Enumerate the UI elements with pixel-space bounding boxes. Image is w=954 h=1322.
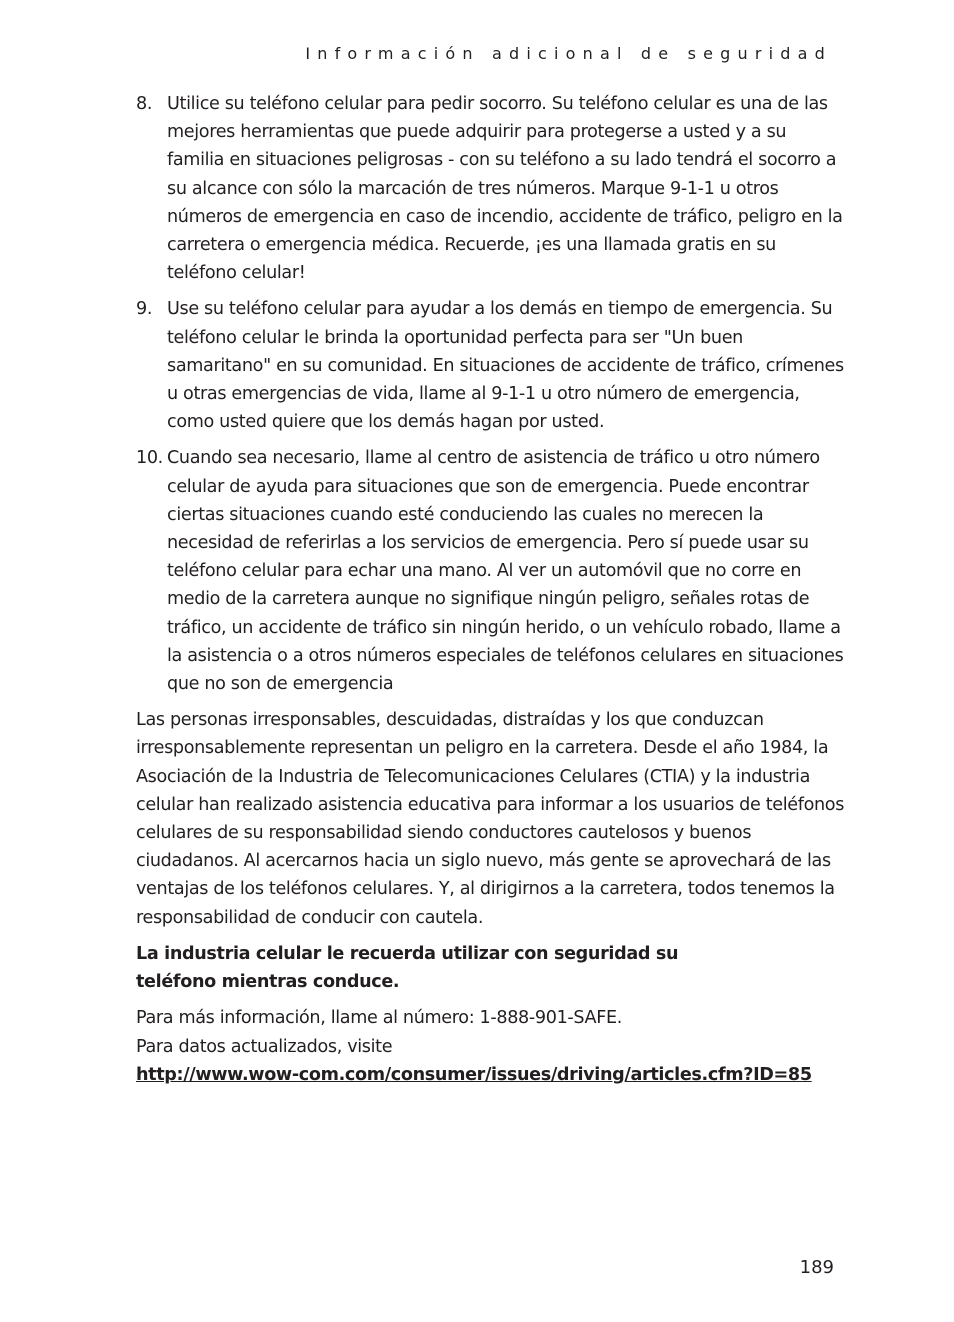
info-visit-line: Para datos actualizados, visite xyxy=(136,1036,393,1057)
ctia-link[interactable]: http://www.wow-com.com/consumer/issues/driving/articles.cfm?ID=85 xyxy=(136,1064,812,1085)
page-number: 189 xyxy=(799,1257,834,1278)
list-item-number: 8. xyxy=(136,94,153,114)
list-item-text: Use su teléfono celular para ayudar a los demás en tiempo de emergencia. Su teléfono celular le brinda la oportunidad perfecta para ser "Un buen samaritano" en su comunidad. En situaciones de accidente de tráfico, crímenes u otras emergencias de vida, llame al 9-1-1 u otro número de emergencia, como usted quiere que los demás hagan por usted. xyxy=(167,299,844,433)
safety-tips-list xyxy=(136,90,848,698)
running-header: Información adicional de seguridad xyxy=(305,44,832,63)
list-item xyxy=(136,295,848,436)
list-item-text: Utilice su teléfono celular para pedir socorro. Su teléfono celular es una de las mejores herramientas que puede adquirir para protegerse a usted y a su familia en situaciones peligrosas - con su teléfono a su lado tendrá el socorro a su alcance con sólo la marcación de tres números. Marque 9-1-1 u otros números de emergencia en caso de incendio, accidente de tráfico, peligro en la carretera o emergencia médica. Recuerde, ¡es una llamada gratis en su teléfono celular! xyxy=(167,94,843,284)
list-item xyxy=(136,444,848,698)
page-content xyxy=(136,90,848,1089)
body-paragraph: Las personas irresponsables, descuidadas, distraídas y los que conduzcan irresponsablemente representan un peligro en la carretera. Desde el año 1984, la Asociación de la Industria de Telecomunicaciones Celulares (CTIA) y la industria celular han realizado asistencia educativa para informar a los usuarios de teléfonos celulares de su responsabilidad siendo conductores cautelosos y buenos ciudadanos. Al acercarnos hacia un siglo nuevo, más gente se aprovechará de las ventajas de los teléfonos celulares. Y, al dirigirnos a la carretera, todos tenemos la responsabilidad de conducir con cautela. xyxy=(136,710,845,928)
safety-reminder: La industria celular le recuerda utilizar con seguridad su teléfono mientras conduce. xyxy=(136,943,679,993)
info-phone-line: Para más información, llame al número: 1-888-901-SAFE. xyxy=(136,1008,623,1029)
list-item xyxy=(136,90,848,287)
list-item-text: Cuando sea necesario, llame al centro de asistencia de tráfico u otro número celular de ayuda para situaciones que son de emergencia. Puede encontrar ciertas situaciones cuando esté conduciendo las cuales no merecen la necesidad de referirlas a los servicios de emergencia. Pero sí puede usar su teléfono celular para echar una mano. Al ver un automóvil que no corre en medio de la carretera aunque no signifique ningún peligro, señales rotas de tráfico, un accidente de tráfico sin ningún herido, o un vehículo robado, llame a la asistencia o a otros números especiales de teléfonos celulares en situaciones que no son de emergencia xyxy=(167,448,844,695)
list-item-number: 10. xyxy=(136,448,163,469)
list-item-number: 9. xyxy=(136,299,153,320)
